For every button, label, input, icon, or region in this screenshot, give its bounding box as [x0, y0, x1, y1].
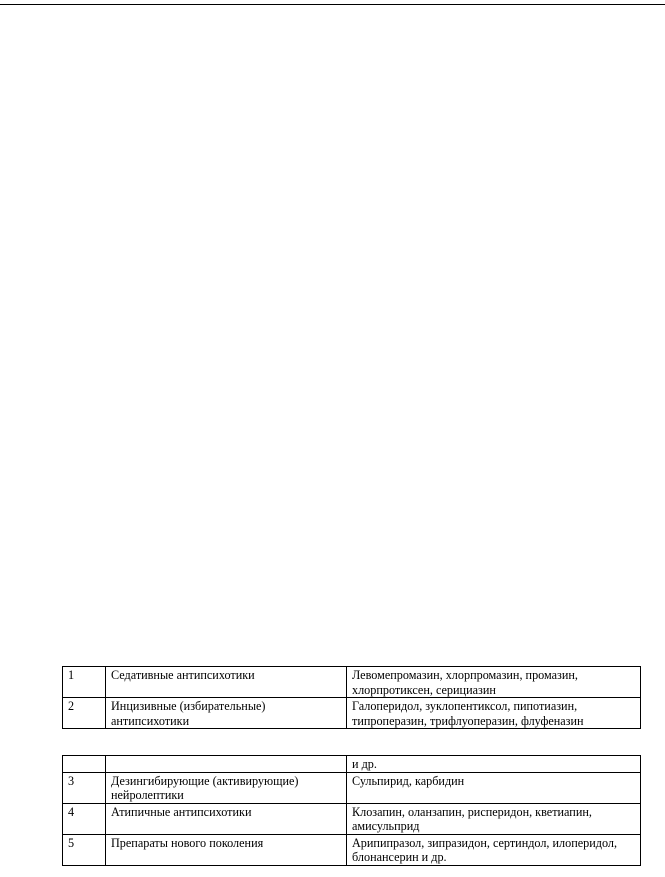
table-row: [63, 803, 641, 834]
page-header-rule: [0, 4, 665, 5]
group-name: Дезингибирующие (активирующие) нейролептики: [106, 772, 347, 803]
row-number: 1: [63, 667, 106, 698]
drug-list: Арипипразол, зипразидон, сертиндол, илоперидол, блонансерин и др.: [347, 834, 641, 865]
table-row: [63, 834, 641, 865]
table-row: [63, 698, 641, 729]
antipsychotics-table-part-2: [62, 755, 641, 866]
group-name: Инцизивные (избирательные) антипсихотики: [106, 698, 347, 729]
group-name: Атипичные антипсихотики: [106, 803, 347, 834]
group-name: [106, 756, 347, 773]
row-number: [63, 756, 106, 773]
row-number: 5: [63, 834, 106, 865]
table-row: [63, 756, 641, 773]
table-row: [63, 772, 641, 803]
row-number: 3: [63, 772, 106, 803]
table-row: [63, 667, 641, 698]
row-number: 4: [63, 803, 106, 834]
antipsychotics-table-part-1: [62, 666, 641, 729]
row-number: 2: [63, 698, 106, 729]
group-name: Седативные антипсихотики: [106, 667, 347, 698]
drug-list: Клозапин, оланзапин, рисперидон, кветиапин, амисульприд: [347, 803, 641, 834]
drug-list: Левомепромазин, хлорпромазин, промазин, хлорпротиксен, серициазин: [347, 667, 641, 698]
drug-list: Галоперидол, зуклопентиксол, пипотиазин, типроперазин, трифлуоперазин, флуфеназин: [347, 698, 641, 729]
drug-list: Сульпирид, карбидин: [347, 772, 641, 803]
group-name: Препараты нового поколения: [106, 834, 347, 865]
drug-list: и др.: [347, 756, 641, 773]
